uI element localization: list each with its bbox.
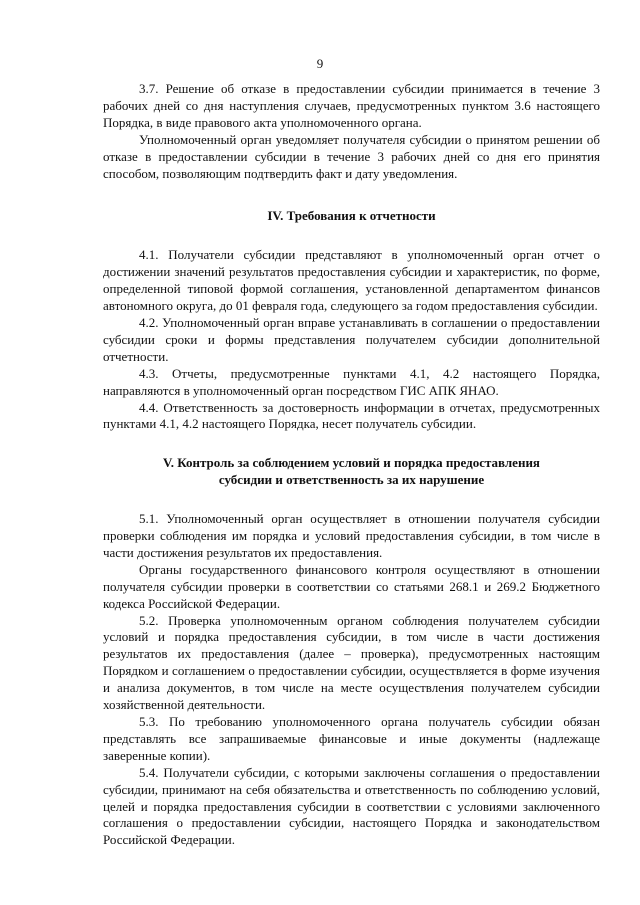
section-heading-v [103,455,600,489]
section-heading-iv: IV. Требования к отчетности [267,208,436,224]
paragraph-5-1-control: Органы государственного финансового контроля осуществляют в отношении получателя субсидии проверки в соответствии со статьями 268.1 и 269.2 Бюджетного кодекса Российской Федерации. [103,561,600,611]
paragraph-3-7: 3.7. Решение об отказе в предоставлении субсидии принимается в течение 3 рабочих дней со дня наступления случаев, предусмотренных пунктом 3.6 настоящего Порядка, в виде правового акта уполномоченного органа. [103,81,600,130]
paragraph-5-2: 5.2. Проверка уполномоченным органом соблюдения получателем субсидии условий и порядка предоставления субсидии, в том числе в части достижения результатов их предоставления (далее – проверка), предусмотренных настоящим Порядком и соглашением о предоставлении субсидии, осуществляется в форме изучения и анализа документов, в том числе на месте осуществления получателем субсидии хозяйственной деятельности. [103,612,600,713]
document-body [103,81,600,849]
page-number: 9 [316,56,324,71]
paragraph-5-3: 5.3. По требованию уполномоченного органа получатель субсидии обязан представлять все запрашиваемые финансовые и иные документы (надлежаще заверенные копии). [103,714,600,763]
paragraph-4-1: 4.1. Получатели субсидии представляют в уполномоченный орган отчет о достижении значений результатов предоставления субсидии и характеристик, по форме, определенной типовой формой соглашения, установленной департаментом финансов автономного округа, до 01 февраля года, следующего за годом предоставления субсидии. [103,247,600,314]
paragraph-3-7-notice: Уполномоченный орган уведомляет получателя субсидии о принятом решении об отказе в предоставлении субсидии в течение 3 рабочих дней со дня его принятия способом, позволяющим подтвердить факт и дату уведомления. [103,131,600,181]
paragraph-5-1: 5.1. Уполномоченный орган осуществляет в отношении получателя субсидии проверки соблюдения им порядка и условий предоставления субсидии, в том числе в части достижения результатов их предоставления. [103,511,600,560]
paragraph-4-2: 4.2. Уполномоченный орган вправе устанавливать в соглашении о предоставлении субсидии сроки и формы представления получателем субсидии дополнительной отчетности. [103,314,600,364]
paragraph-4-3: 4.3. Отчеты, предусмотренные пунктами 4.1, 4.2 настоящего Порядка, направляются в уполномоченный орган посредством ГИС АПК ЯНАО. [103,365,600,398]
paragraph-5-4: 5.4. Получатели субсидии, с которыми заключены соглашения о предоставлении субсидии, принимают на себя обязательства и ответственность по соблюдению условий, целей и порядка предоставления субсидии в соответствии с условиями заключенного соглашения о предоставлении субсидии, настоящего Порядка и законодательством Российской Федерации. [103,764,600,848]
section-heading-v-line1: V. Контроль за соблюдением условий и порядка предоставления [163,455,540,471]
section-heading-v-line2: субсидии и ответственность за их нарушение [218,472,485,488]
paragraph-4-4: 4.4. Ответственность за достоверность информации в отчетах, предусмотренных пунктами 4.1, 4.2 настоящего Порядка, несет получатель субсидии. [103,399,600,432]
